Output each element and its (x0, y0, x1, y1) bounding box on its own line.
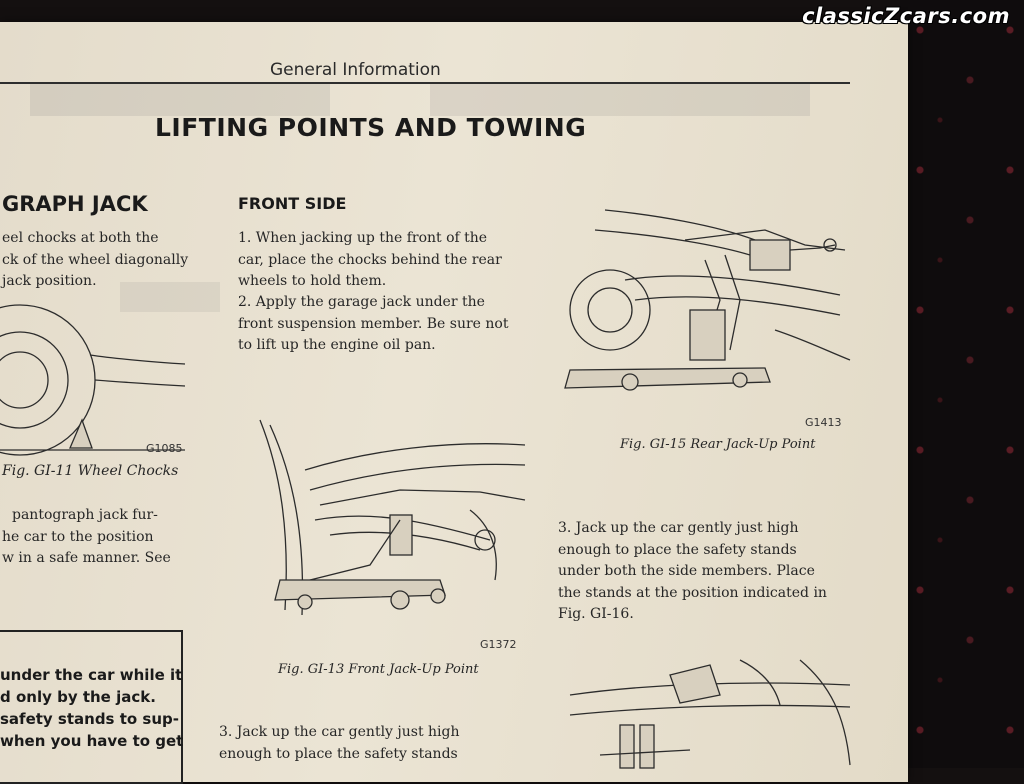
text-line: safety stands to sup- (0, 710, 179, 728)
warning-text (0, 664, 183, 752)
section-header: General Information (270, 60, 441, 80)
text-line: to lift up the engine oil pan. (238, 337, 436, 353)
text-line: he car to the position (2, 528, 154, 545)
left-heading: GRAPH JACK (2, 192, 148, 216)
page-title: LIFTING POINTS AND TOWING (155, 113, 587, 142)
header-rule (0, 82, 850, 84)
figure-code: G1413 (805, 416, 842, 429)
text-line: under both the side members. Place (558, 563, 815, 579)
front-step-1 (238, 228, 502, 293)
rear-jack-illustration (565, 200, 850, 400)
text-line: 1. When jacking up the front of the (238, 230, 488, 246)
site-watermark: classicZcars.com (802, 4, 1010, 28)
text-line: when you have to get (0, 732, 184, 750)
carpet-background (900, 0, 1024, 768)
front-jack-illustration (250, 410, 530, 620)
figure-caption: Fig. GI-15 Rear Jack-Up Point (620, 437, 816, 452)
text-line: wheels to hold them. (238, 273, 387, 289)
text-line: 2. Apply the garage jack under the (238, 294, 485, 310)
front-step-3 (219, 722, 460, 765)
text-line: car, place the chocks behind the rear (238, 251, 502, 268)
left-intro (2, 228, 188, 293)
text-line: ck of the wheel diagonally (2, 251, 189, 268)
text-line: Fig. GI-16. (558, 606, 634, 622)
bleed-through-band (30, 82, 330, 116)
text-line: front suspension member. Be sure not (238, 315, 509, 332)
front-side-heading: FRONT SIDE (238, 194, 347, 213)
text-line: enough to place the safety stands (219, 745, 458, 762)
safety-stand-illustration (560, 655, 860, 768)
rear-step-3 (558, 518, 827, 626)
figure-caption: Fig. GI-11 Wheel Chocks (2, 463, 179, 479)
text-line: jack position. (2, 273, 97, 289)
wheel-chock-illustration (0, 300, 185, 450)
left-paragraph (2, 505, 171, 570)
text-line: 3. Jack up the car gently just high (219, 724, 460, 740)
text-line: d only by the jack. (0, 688, 156, 706)
text-line: 3. Jack up the car gently just high (558, 520, 799, 536)
text-line: eel chocks at both the (2, 230, 159, 246)
figure-caption: Fig. GI-13 Front Jack-Up Point (278, 662, 479, 677)
front-step-2 (238, 292, 508, 357)
figure-code: G1372 (480, 638, 517, 651)
text-line: under the car while it (0, 666, 183, 684)
text-line: w in a safe manner. See (2, 550, 171, 566)
text-line: pantograph jack fur- (12, 507, 158, 523)
figure-code: G1085 (146, 442, 183, 455)
text-line: the stands at the position indicated in (558, 584, 827, 601)
text-line: enough to place the safety stands (558, 541, 797, 558)
bleed-through-band (430, 84, 810, 116)
